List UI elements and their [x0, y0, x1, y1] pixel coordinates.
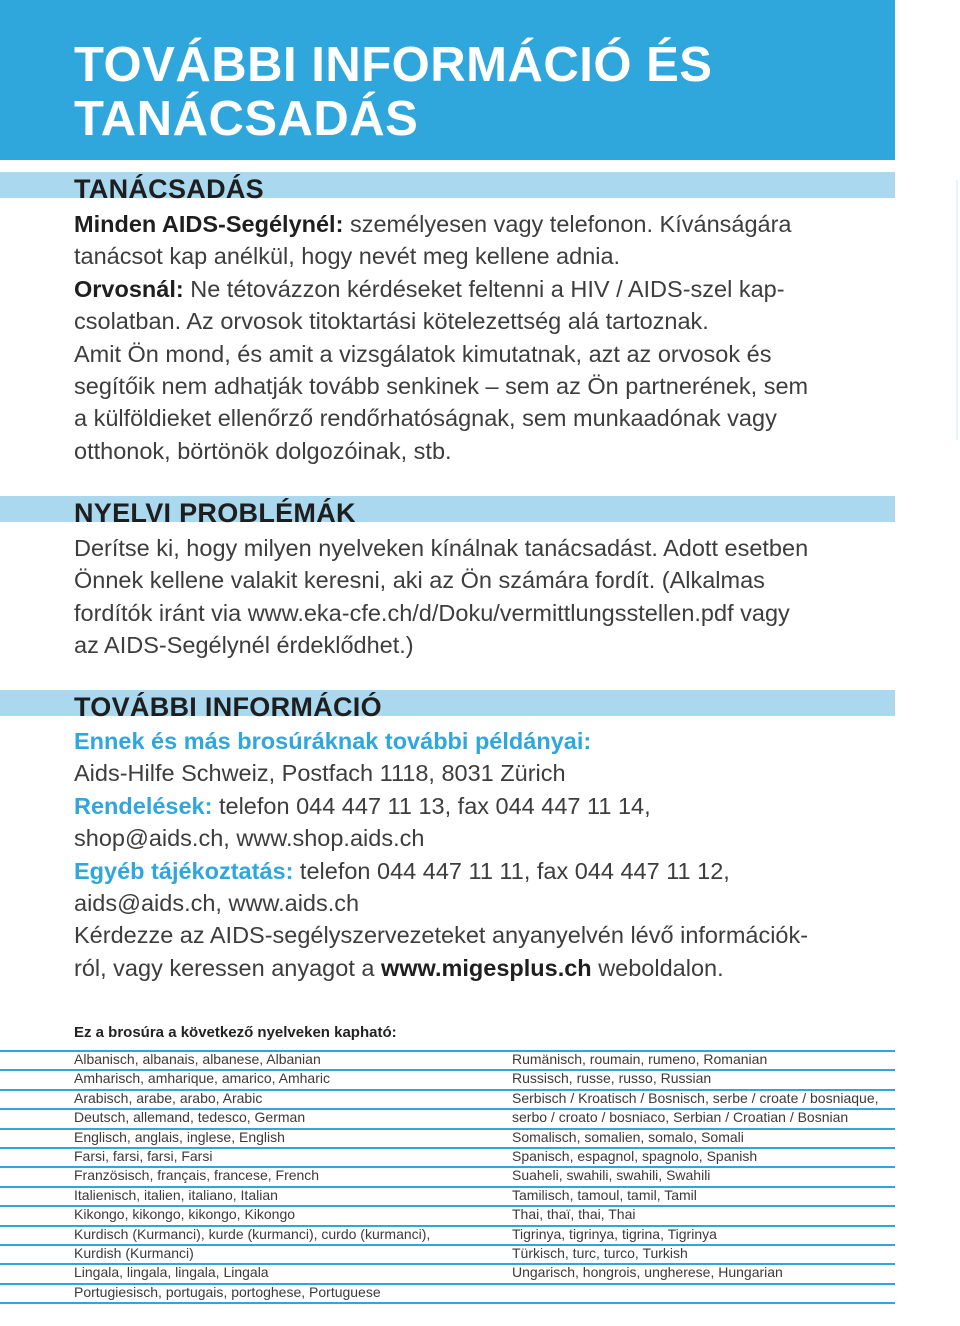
label-brosura-peldanyok: Ennek és más brosúráknak további példányai:	[74, 728, 592, 754]
section-heading-tanacsadas: TANÁCSADÁS	[74, 174, 264, 204]
language-item: Amharisch, amharique, amarico, Amharic	[74, 1070, 330, 1087]
language-item: Arabisch, arabe, arabo, Arabic	[74, 1089, 263, 1106]
language-item: Tigrinya, tigrinya, tigrina, Tigrinya	[512, 1225, 717, 1242]
language-item: Türkisch, turc, turco, Turkish	[512, 1244, 688, 1261]
language-item: Thai, thaï, thai, Thai	[512, 1206, 636, 1223]
page-title-line-2: TANÁCSADÁS	[74, 92, 419, 146]
page-title-line-1: TOVÁBBI INFORMÁCIÓ ÉS	[74, 38, 713, 92]
language-item: Italienisch, italien, italiano, Italian	[74, 1186, 278, 1203]
language-item: Portugiesisch, portugais, portoghese, Portuguese	[74, 1283, 381, 1300]
language-item: Kurdish (Kurmanci)	[74, 1244, 194, 1261]
label-aids-segely: Minden AIDS-Segélynél:	[74, 211, 344, 237]
language-item: Serbisch / Kroatisch / Bosnisch, serbe / croate / bosniaque,	[512, 1089, 879, 1106]
language-item: Deutsch, allemand, tedesco, German	[74, 1109, 306, 1126]
page-title	[74, 38, 712, 146]
section-body-tanacsadas: Minden AIDS-Segélynél: személyesen vagy telefonon. Kívánságára tanácsot kap anélkül, hogy nevét meg kellene adnia. Orvosnál: Ne tétovázzon kérdéseket feltenni a HIV / AIDS-szel kap- csolatban. Az orvosok titoktartási kötelezettség alá tartoznak. Amit Ön mond, és amit a vizsgálatok kimutatnak, azt az orvosok és segítőik nem adhatják tovább senkinek – sem az Ön partnerének, sem a külföldieket ellenőrző rendőrhatóságnak, sem munkaadónak vagy otthonok, börtönök dolgozóinak, stb.	[74, 211, 809, 464]
shop-contact: shop@aids.ch, www.shop.aids.ch	[74, 825, 425, 852]
language-item: Französisch, français, francese, French	[74, 1167, 320, 1184]
language-item: Kurdisch (Kurmanci), kurde (kurmanci), curdo (kurmanci),	[74, 1225, 431, 1242]
language-item: Rumänisch, roumain, rumeno, Romanian	[512, 1051, 768, 1067]
list-divider	[0, 1302, 895, 1304]
language-item: Spanisch, espagnol, spagnolo, Spanish	[512, 1147, 758, 1164]
languages-column-left	[74, 1050, 430, 1302]
language-item: Tamilisch, tamoul, tamil, Tamil	[512, 1186, 697, 1203]
section-body-nyelvi: Derítse ki, hogy milyen nyelveken kínálnak tanácsadást. Adott esetben Önnek kellene valakit keresni, aki az Ön számára fordít. (Alkalmas fordítók iránt via www.eka-cfe.ch/d/Doku/vermittlungsstellen.pdf vagy az AIDS-Segélynél érdeklődhet.)	[74, 535, 809, 659]
language-item: Somalisch, somalien, somalo, Somali	[512, 1128, 744, 1145]
language-item: Russisch, russe, russo, Russian	[512, 1070, 712, 1087]
section-heading-nyelvi: NYELVI PROBLÉMÁK	[74, 498, 356, 528]
header-banner	[0, 0, 895, 160]
label-egyeb-tajekoztatas: Egyéb tájékoztatás:	[74, 857, 294, 884]
label-rendelesek: Rendelések:	[74, 792, 213, 819]
language-item: Farsi, farsi, farsi, Farsi	[74, 1147, 213, 1164]
language-item: Suaheli, swahili, swahili, Swahili	[512, 1167, 711, 1184]
label-orvosnal: Orvosnál:	[74, 275, 184, 302]
section-heading-tovabbi: TOVÁBBI INFORMÁCIÓ	[74, 692, 382, 722]
migesplus-link-text: www.migesplus.ch	[380, 954, 592, 981]
section-body-tovabbi: Ennek és más brosúráknak további példányai: Aids-Hilfe Schweiz, Postfach 1118, 8031 Zürich Rendelések: telefon 044 447 11 13, fax 044 447 11 14, shop@aids.ch, www.shop.aids.ch Egyéb tájékoztatás: telefon 044 447 11 11, fax 044 447 11 12, aids@aids.ch, www.aids.ch Kérdezze az AIDS-segélyszervezeteket anyanyelvén lévő információk- ról, vagy keressen anyagot a www.migesplus.ch weboldalon.	[74, 725, 894, 984]
language-item: Kikongo, kikongo, kikongo, Kikongo	[74, 1206, 296, 1223]
address-line: Aids-Hilfe Schweiz, Postfach 1118, 8031 Zürich	[74, 760, 566, 787]
languages-caption: Ez a brosúra a következő nyelveken kapható:	[74, 1024, 397, 1041]
aids-contact: aids@aids.ch, www.aids.ch	[74, 890, 360, 917]
language-item: Englisch, anglais, inglese, English	[74, 1128, 285, 1145]
language-item: Lingala, lingala, lingala, Lingala	[74, 1264, 269, 1281]
languages-column-right	[512, 1050, 879, 1283]
language-item: Albanisch, albanais, albanese, Albanian	[74, 1051, 321, 1067]
language-item: Ungarisch, hongrois, ungherese, Hungarian	[512, 1264, 783, 1281]
language-item: serbo / croato / bosniaco, Serbian / Croatian / Bosnian	[512, 1109, 849, 1126]
edge-decoration	[956, 180, 958, 440]
